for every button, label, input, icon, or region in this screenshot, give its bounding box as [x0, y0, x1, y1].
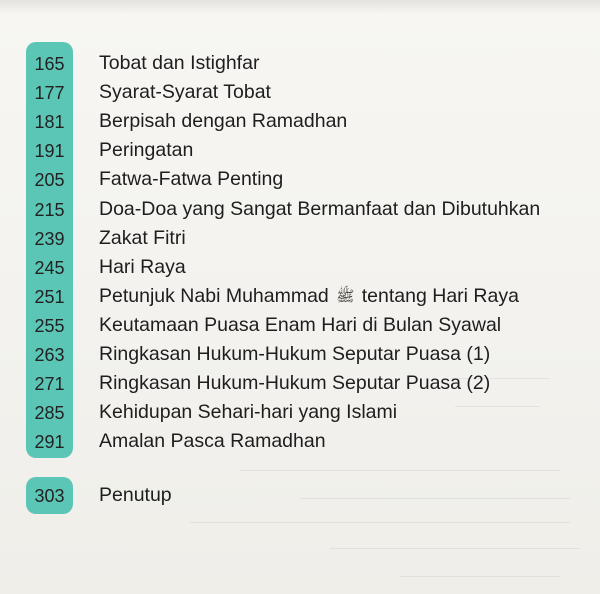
toc-entry-title: Peringatan — [99, 139, 194, 161]
bleed-through-line — [190, 522, 570, 523]
toc-entry-title: Ringkasan Hukum-Hukum Seputar Puasa (1) — [99, 343, 491, 365]
salawat-seal-icon: ﷺ — [336, 288, 355, 305]
toc-page-number: 181 — [34, 112, 65, 132]
toc-page-number: 263 — [34, 345, 65, 365]
toc-page-number: 245 — [34, 258, 65, 278]
toc-entry-title: Hari Raya — [99, 256, 186, 278]
toc-entry-title: Kehidupan Sehari-hari yang Islami — [99, 401, 398, 423]
toc-entry-title: Syarat-Syarat Tobat — [99, 81, 271, 103]
toc-entry-title: Penutup — [99, 484, 172, 506]
toc-page-number: 205 — [34, 170, 65, 190]
bleed-through-line — [455, 406, 540, 407]
toc-page-number: 303 — [34, 486, 65, 506]
previous-page-edge — [0, 0, 600, 14]
toc-entry-title: Tobat dan Istighfar — [99, 52, 260, 74]
bleed-through-line — [330, 548, 580, 549]
bleed-through-line — [240, 470, 560, 471]
toc-page-number: 251 — [34, 287, 65, 307]
toc-page-number: 177 — [34, 83, 65, 103]
toc-entry-title: Keutamaan Puasa Enam Hari di Bulan Syawal — [99, 314, 502, 336]
toc-entry-title: Amalan Pasca Ramadhan — [99, 430, 326, 452]
toc-page-number: 291 — [34, 432, 65, 452]
toc-entry-title: Zakat Fitri — [99, 227, 186, 249]
toc-entry-title-part: Petunjuk Nabi Muhammad — [99, 285, 329, 307]
toc-page-number: 165 — [34, 54, 65, 74]
toc-entry-title: Ringkasan Hukum-Hukum Seputar Puasa (2) — [99, 372, 491, 394]
toc-page-number: 255 — [34, 316, 65, 336]
page-number-pill — [26, 42, 73, 458]
toc-entry-title: Berpisah dengan Ramadhan — [99, 110, 348, 132]
bleed-through-line — [300, 498, 570, 499]
toc-entry-title — [99, 285, 519, 308]
bleed-through-line — [400, 576, 560, 577]
toc-page-number: 239 — [34, 229, 65, 249]
toc-entry-title-part: tentang Hari Raya — [361, 285, 519, 307]
toc-entry-title: Fatwa-Fatwa Penting — [99, 168, 284, 190]
toc-page-number: 285 — [34, 403, 65, 423]
toc-page-number: 271 — [34, 374, 65, 394]
toc-page-number: 191 — [34, 141, 65, 161]
toc-page-number: 215 — [34, 200, 65, 220]
toc-entry-title: Doa-Doa yang Sangat Bermanfaat dan Dibutuhkan — [99, 198, 541, 220]
